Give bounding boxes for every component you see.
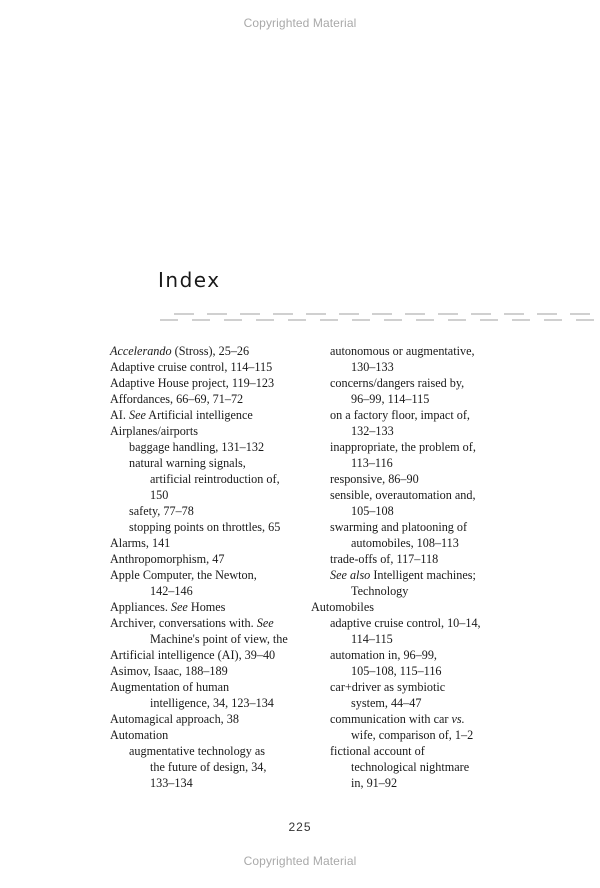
- index-entry-line: [311, 743, 507, 759]
- index-entry-line: [110, 503, 306, 519]
- index-entry-text: Adaptive House project, 119–123: [110, 376, 275, 390]
- index-entry-text: artificial reintroduction of,: [150, 472, 280, 486]
- index-entry-line: [110, 519, 306, 535]
- index-entry-line: [110, 615, 306, 631]
- index-entry-line: [311, 631, 507, 647]
- index-entry-line: [110, 759, 306, 775]
- index-entry-text: Archiver, conversations with.: [110, 616, 257, 630]
- index-entry-text: (Stross), 25–26: [171, 344, 250, 358]
- index-entry-text: Anthropomorphism, 47: [110, 552, 225, 566]
- index-entry-text: intelligence, 34, 123–134: [150, 696, 274, 710]
- index-entry-text: Intelligent machines;: [370, 568, 476, 582]
- index-entry-line: [311, 375, 507, 391]
- index-entry-text: sensible, overautomation and,: [330, 488, 476, 502]
- index-entry-line: [110, 775, 306, 791]
- index-entry-text: Machine's point of view, the: [150, 632, 288, 646]
- index-entry-text: adaptive cruise control, 10–14,: [330, 616, 481, 630]
- index-entry-line: [110, 423, 306, 439]
- index-entry-text: augmentative technology as: [129, 744, 266, 758]
- index-entry-text: Adaptive cruise control, 114–115: [110, 360, 273, 374]
- index-entry-text: Asimov, Isaac, 188–189: [110, 664, 228, 678]
- index-entry-line: [311, 551, 507, 567]
- index-entry-text: AI.: [110, 408, 129, 422]
- index-entry-line: [110, 599, 306, 615]
- index-column-left: [110, 343, 306, 791]
- index-entry-text: Augmentation of human: [110, 680, 230, 694]
- index-entry-text: 113–116: [351, 456, 393, 470]
- index-entry-text: communication with car: [330, 712, 452, 726]
- index-entry-line: [311, 663, 507, 679]
- index-column-right: [311, 343, 507, 791]
- copyright-watermark-bottom: Copyrighted Material: [243, 854, 357, 868]
- index-entry-text: safety, 77–78: [129, 504, 194, 518]
- index-entry-line: [110, 471, 306, 487]
- index-entry-line: [110, 343, 306, 359]
- index-entry-line: [311, 391, 507, 407]
- index-entry-line: [110, 647, 306, 663]
- index-entry-text: Alarms, 141: [110, 536, 171, 550]
- index-entry-line: [110, 743, 306, 759]
- index-entry-line: [110, 711, 306, 727]
- index-entry-text: 142–146: [150, 584, 193, 598]
- index-entry-line: [311, 503, 507, 519]
- index-entry-line: [311, 535, 507, 551]
- index-entry-text: 150: [150, 488, 169, 502]
- index-entry-text: 132–133: [351, 424, 394, 438]
- index-entry-line: [311, 519, 507, 535]
- index-entry-text: car+driver as symbiotic: [330, 680, 446, 694]
- index-entry-line: [110, 407, 306, 423]
- index-entry-line: [311, 359, 507, 375]
- index-entry-line: [311, 487, 507, 503]
- index-entry-text: automobiles, 108–113: [351, 536, 459, 550]
- index-entry-line: [311, 759, 507, 775]
- index-entry-line: [311, 343, 507, 359]
- index-entry-text: Artificial intelligence (AI), 39–40: [110, 648, 276, 662]
- index-entry-text: technological nightmare: [351, 760, 470, 774]
- index-entry-text: 105–108: [351, 504, 394, 518]
- index-entry-text: concerns/dangers raised by,: [330, 376, 465, 390]
- index-entry-line: [311, 471, 507, 487]
- index-entry-line: [311, 727, 507, 743]
- index-entry-text: in, 91–92: [351, 776, 398, 790]
- index-entry-line: [110, 375, 306, 391]
- index-entry-text: responsive, 86–90: [330, 472, 419, 486]
- index-entry-text: inappropriate, the problem of,: [330, 440, 476, 454]
- index-entry-line: [311, 455, 507, 471]
- index-entry-italic: See: [170, 600, 188, 614]
- index-entry-text: autonomous or augmentative,: [330, 344, 475, 358]
- index-entry-italic: See: [256, 616, 274, 630]
- index-entry-text: system, 44–47: [351, 696, 422, 710]
- index-entry-line: [311, 711, 507, 727]
- index-entry-line: [110, 679, 306, 695]
- index-entry-line: [311, 567, 507, 583]
- index-entry-text: Airplanes/airports: [110, 424, 198, 438]
- index-entry-text: stopping points on throttles, 65: [129, 520, 281, 534]
- index-entry-line: [311, 775, 507, 791]
- index-entry-line: [110, 391, 306, 407]
- index-entry-italic: See: [128, 408, 146, 422]
- index-entry-text: Automagical approach, 38: [110, 712, 239, 726]
- index-entry-italic: See also: [330, 568, 371, 582]
- index-entry-line: [311, 599, 507, 615]
- index-entry-line: [110, 727, 306, 743]
- index-entry-line: [110, 567, 306, 583]
- index-entry-line: [110, 551, 306, 567]
- index-entry-text: trade-offs of, 117–118: [330, 552, 439, 566]
- index-entry-italic: Accelerando: [110, 344, 172, 358]
- index-entry-line: [110, 663, 306, 679]
- index-entry-text: Affordances, 66–69, 71–72: [110, 392, 244, 406]
- index-entry-text: Automation: [110, 728, 169, 742]
- index-entry-line: [311, 407, 507, 423]
- index-entry-text: fictional account of: [330, 744, 425, 758]
- index-entry-line: [311, 615, 507, 631]
- index-entry-line: [110, 359, 306, 375]
- index-entry-text: 105–108, 115–116: [351, 664, 442, 678]
- index-entry-text: 96–99, 114–115: [351, 392, 430, 406]
- index-entry-text: wife, comparison of, 1–2: [351, 728, 474, 742]
- index-entry-text: natural warning signals,: [129, 456, 246, 470]
- index-entry-line: [311, 439, 507, 455]
- index-entry-text: Automobiles: [311, 600, 374, 614]
- index-entry-text: on a factory floor, impact of,: [330, 408, 470, 422]
- index-entry-line: [110, 695, 306, 711]
- index-entry-line: [311, 647, 507, 663]
- index-entry-line: [311, 679, 507, 695]
- index-entry-text: 133–134: [150, 776, 193, 790]
- decorative-dashed-rule: [160, 310, 600, 328]
- index-entry-line: [110, 455, 306, 471]
- index-entry-text: 130–133: [351, 360, 394, 374]
- index-entry-line: [311, 423, 507, 439]
- index-entry-text: Technology: [351, 584, 409, 598]
- index-entry-text: Appliances.: [110, 600, 171, 614]
- index-entry-text: 114–115: [351, 632, 393, 646]
- index-entry-line: [311, 583, 507, 599]
- index-entry-text: baggage handling, 131–132: [129, 440, 265, 454]
- index-title: Index: [158, 268, 221, 292]
- index-entry-italic: vs.: [451, 712, 465, 726]
- index-entry-text: Artificial intelligence: [145, 408, 253, 422]
- index-entry-text: Apple Computer, the Newton,: [110, 568, 257, 582]
- index-entry-text: automation in, 96–99,: [330, 648, 437, 662]
- index-entry-line: [311, 695, 507, 711]
- index-entry-line: [110, 535, 306, 551]
- copyright-watermark-top: Copyrighted Material: [243, 16, 357, 30]
- index-entry-line: [110, 439, 306, 455]
- index-entry-text: swarming and platooning of: [330, 520, 468, 534]
- index-entry-text: Homes: [187, 600, 226, 614]
- index-entry-line: [110, 631, 306, 647]
- page-number: 225: [288, 820, 312, 834]
- index-entry-line: [110, 487, 306, 503]
- index-entry-line: [110, 583, 306, 599]
- index-entry-text: the future of design, 34,: [150, 760, 267, 774]
